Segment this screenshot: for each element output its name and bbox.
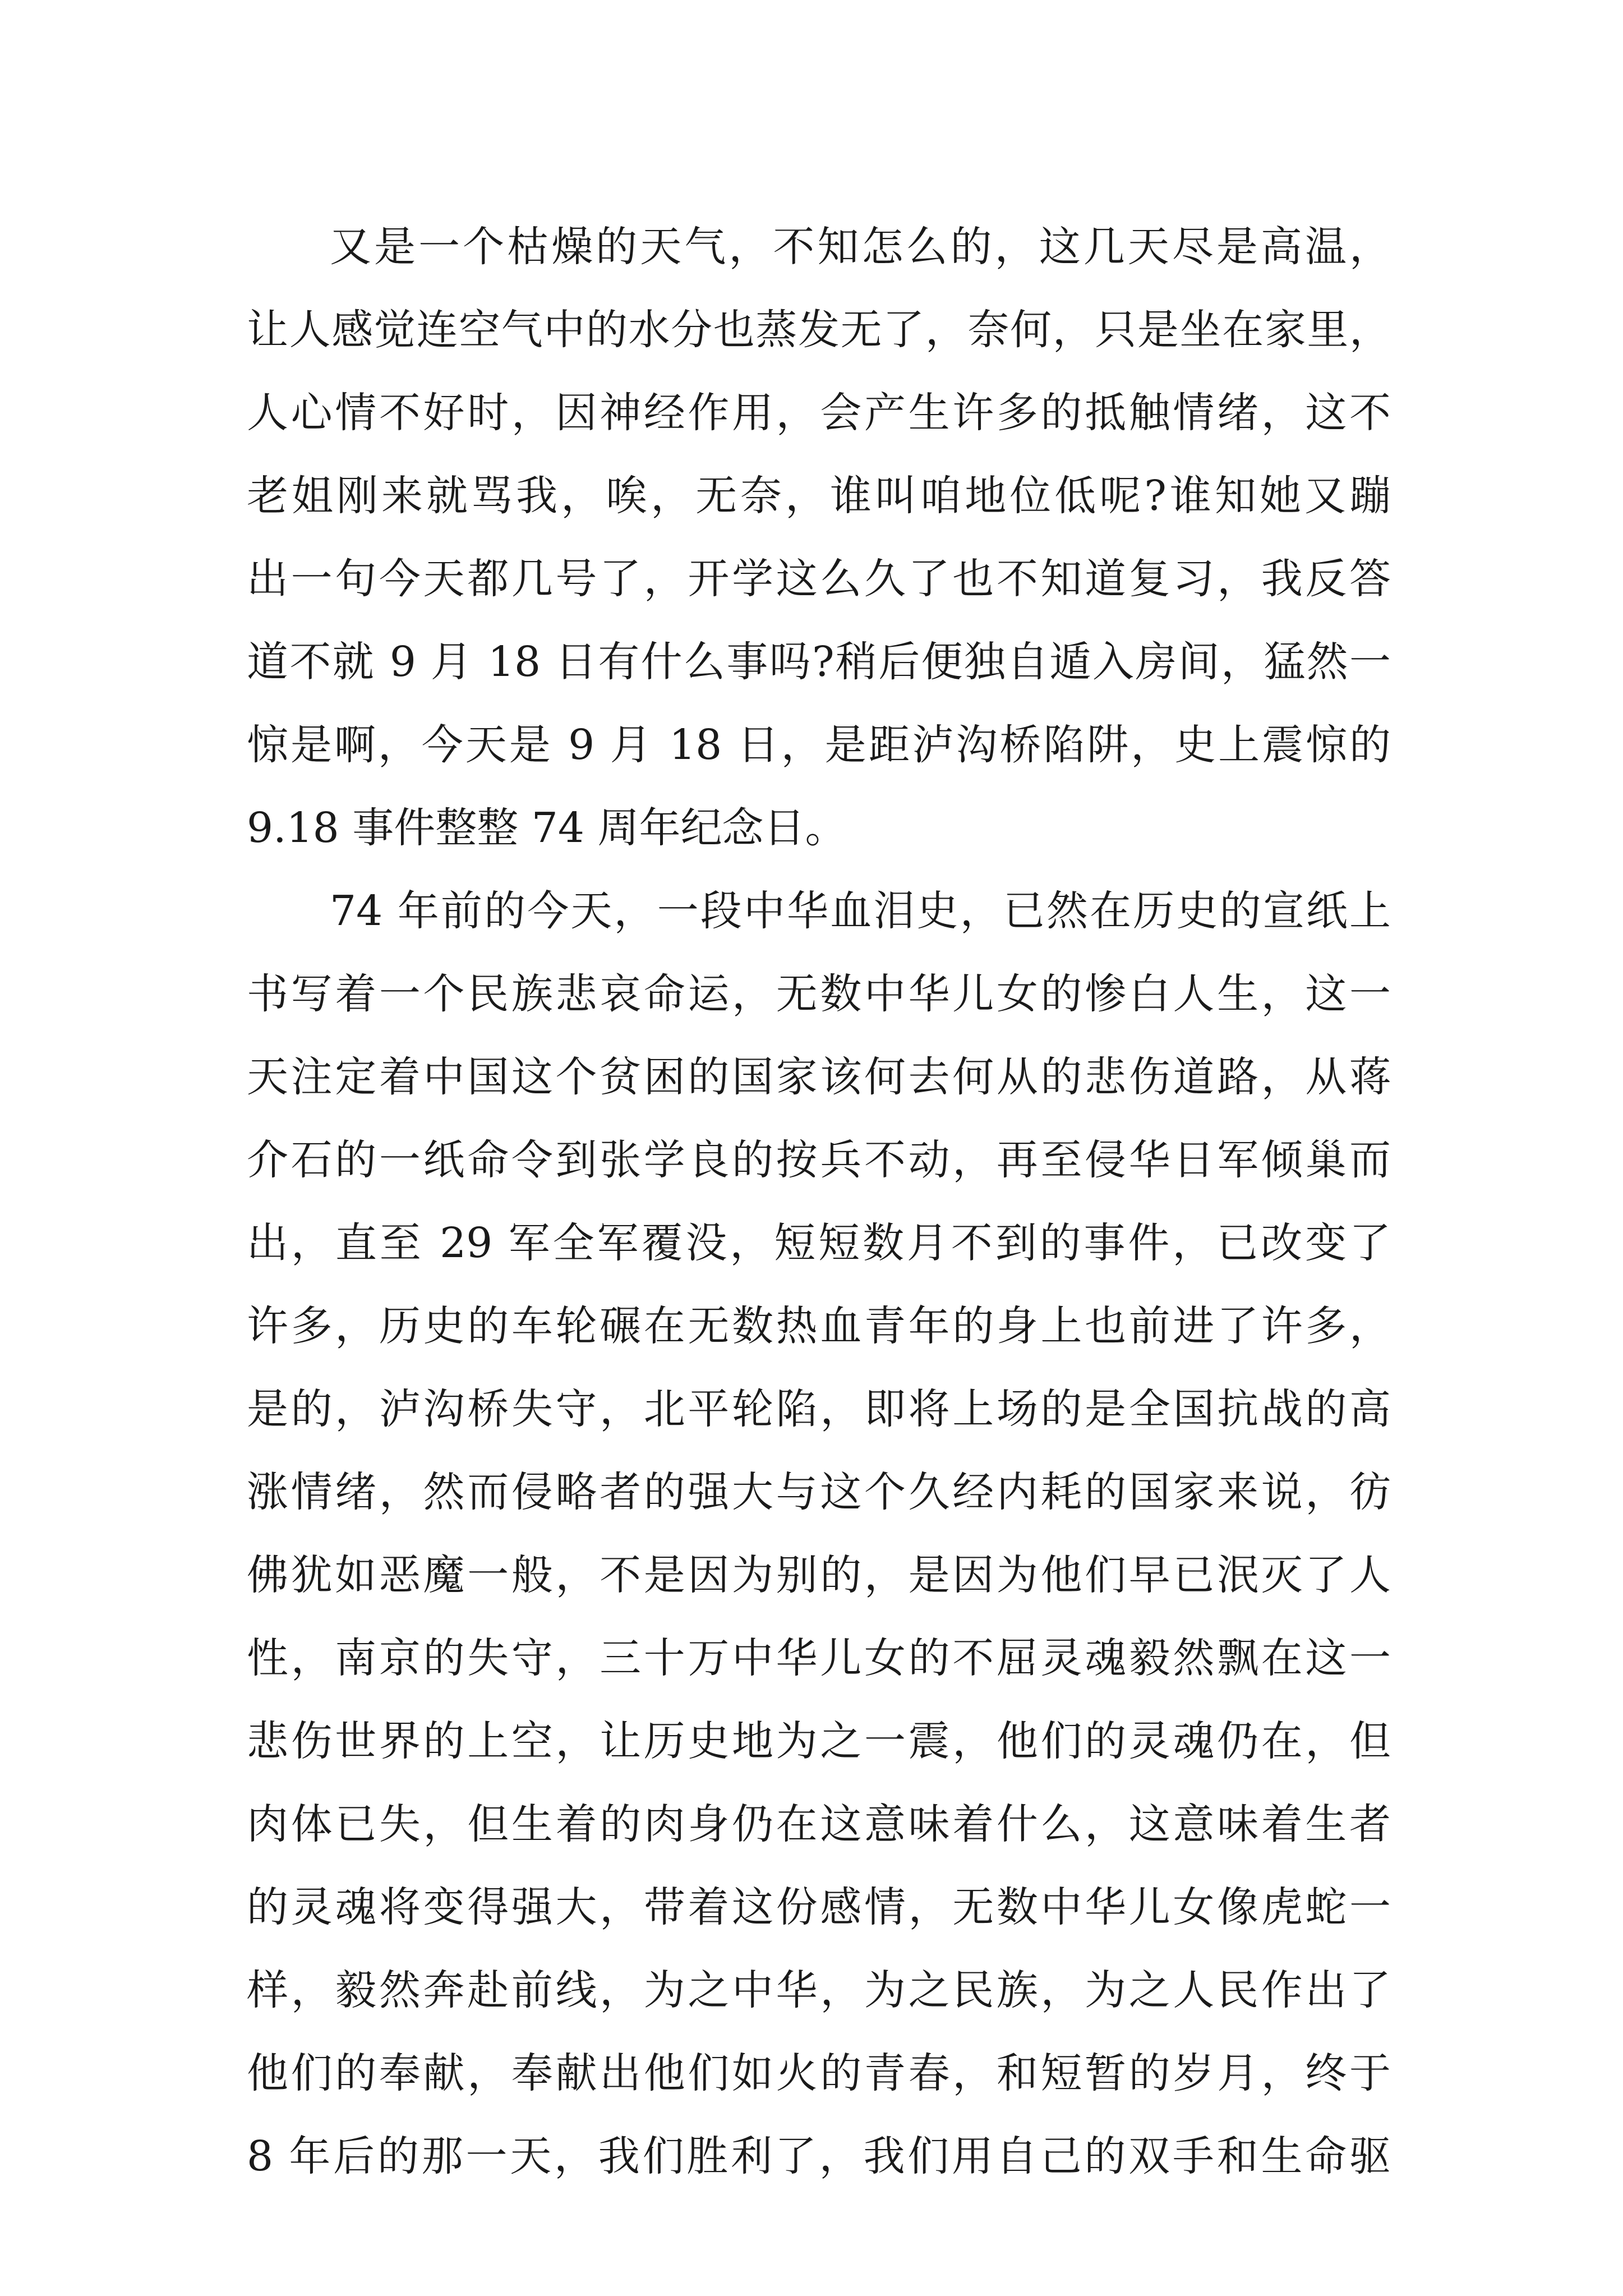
paragraph-1-line: 老姐刚来就骂我，唉，无奈，谁叫咱地位低呢?谁知她又蹦 (247, 472, 1391, 520)
paragraph-2-line: 悲伤世界的上空，让历史地为之一震，他们的灵魂仍在，但 (247, 1717, 1391, 1765)
paragraph-2-line: 天注定着中国这个贫困的国家该何去何从的悲伤道路，从蒋 (247, 1053, 1391, 1101)
paragraph-1-line: 人心情不好时，因神经作用，会产生许多的抵触情绪，这不 (247, 389, 1391, 437)
paragraph-2-line: 肉体已失，但生着的肉身仍在这意味着什么，这意味着生者 (247, 1800, 1391, 1848)
paragraph-1-line: 出一句今天都几号了，开学这么久了也不知道复习，我反答 (247, 555, 1391, 603)
paragraph-2-line: 的灵魂将变得强大，带着这份感情，无数中华儿女像虎蛇一 (247, 1883, 1391, 1931)
paragraph-2-line: 涨情绪，然而侵略者的强大与这个久经内耗的国家来说，彷 (247, 1468, 1391, 1516)
paragraph-2-line: 样，毅然奔赴前线，为之中华，为之民族，为之人民作出了 (247, 1966, 1391, 2014)
paragraph-2-line: 74 年前的今天，一段中华血泪史，已然在历史的宣纸上 (330, 887, 1391, 935)
paragraph-2-line: 是的，泸沟桥失守，北平轮陷，即将上场的是全国抗战的高 (247, 1385, 1391, 1433)
paragraph-2-line: 许多，历史的车轮碾在无数热血青年的身上也前进了许多， (247, 1302, 1391, 1350)
paragraph-2-line: 性，南京的失守，三十万中华儿女的不屈灵魂毅然飘在这一 (247, 1634, 1391, 1682)
paragraph-2-line: 8 年后的那一天，我们胜利了，我们用自己的双手和生命驱 (247, 2132, 1391, 2180)
paragraph-2-line: 佛犹如恶魔一般，不是因为别的，是因为他们早已泯灭了人 (247, 1551, 1391, 1599)
paragraph-2-line: 他们的奉献，奉献出他们如火的青春，和短暂的岁月，终于 (247, 2049, 1391, 2097)
paragraph-1-line: 惊是啊，今天是 9 月 18 日，是距泸沟桥陷阱，史上震惊的 (247, 721, 1391, 769)
paragraph-1-line: 又是一个枯燥的天气，不知怎么的，这几天尽是高温， (330, 223, 1391, 271)
paragraph-1-line: 让人感觉连空气中的水分也蒸发无了，奈何，只是坐在家里， (247, 306, 1391, 354)
paragraph-2-line: 介石的一纸命令到张学良的按兵不动，再至侵华日军倾巢而 (247, 1136, 1391, 1184)
body-text (247, 205, 1391, 2198)
paragraph-1-line: 9.18 事件整整 74 周年纪念日。 (247, 804, 847, 852)
paragraph-1-line: 道不就 9 月 18 日有什么事吗?稍后便独自遁入房间，猛然一 (247, 638, 1391, 686)
paragraph-2-line: 书写着一个民族悲哀命运，无数中华儿女的惨白人生，这一 (247, 970, 1391, 1018)
paragraph-2-line: 出，直至 29 军全军覆没，短短数月不到的事件，已改变了 (247, 1219, 1391, 1267)
